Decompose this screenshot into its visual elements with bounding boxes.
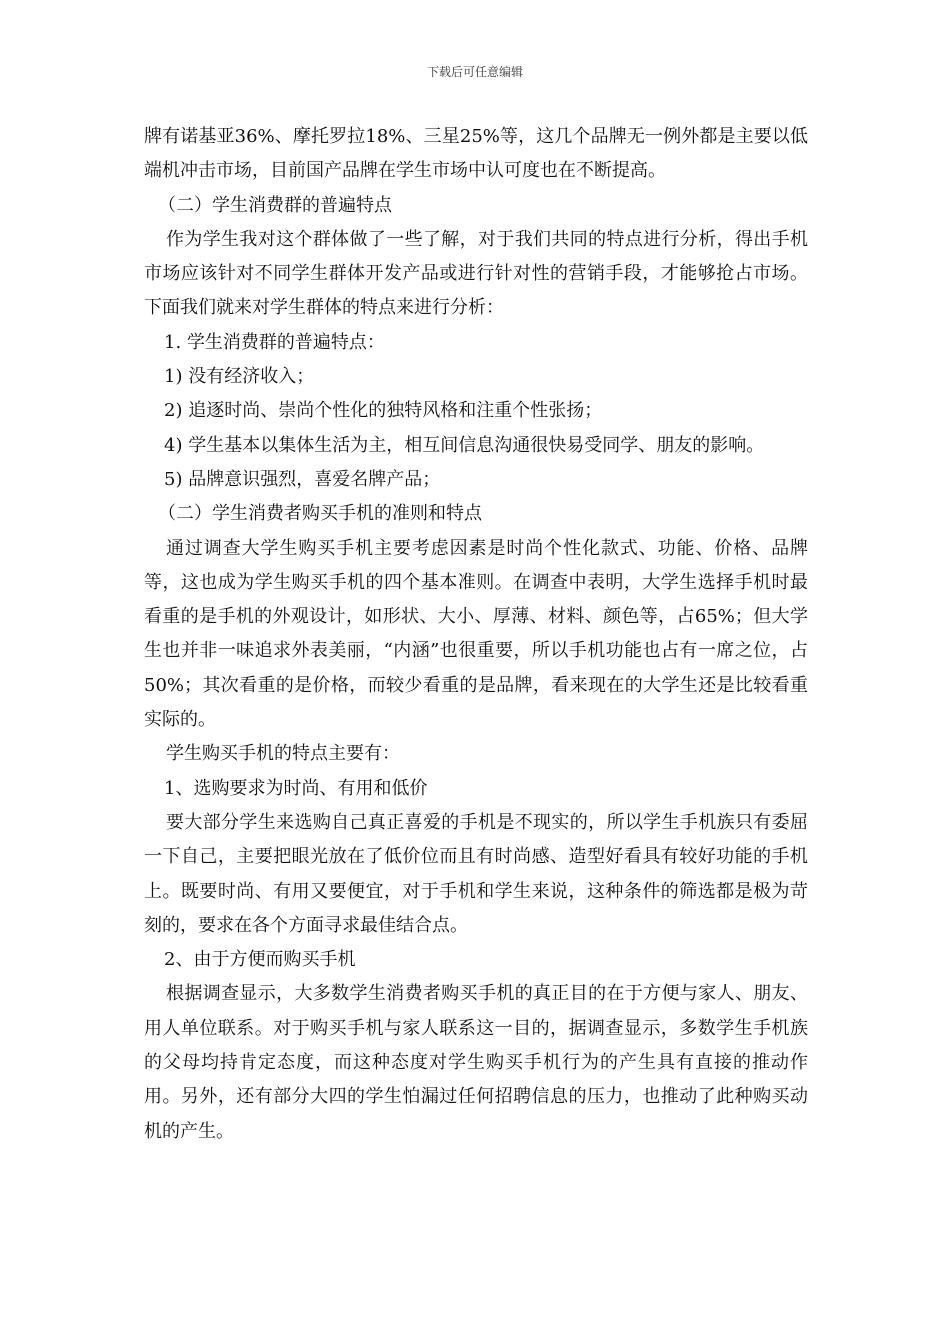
list-item: 5) 品牌意识强烈，喜爱名牌产品； (164, 468, 441, 490)
section-heading-common-traits: （二）学生消费群的普遍特点 (158, 194, 392, 216)
list-item: 4) 学生基本以集体生活为主，相互间信息沟通很快易受同学、朋友的影响。 (164, 434, 765, 456)
paragraph-convenience: 根据调查显示，大多数学生消费者购买手机的真正目的在于方便与家人、朋友、用人单位联系。对于购买手机与家人联系这一目的，据调查显示，多数学生手机族的父母均持肯定态度，而这种态度对学生购买手机行为的产生具有直接的推动作用。另外，还有部分大四的学生怕漏过任何招聘信息的压力，也推动了此种购买动机的产生。 (144, 983, 808, 1142)
paragraph-purchase-features-intro: 学生购买手机的特点主要有： (166, 743, 400, 765)
paragraph-survey-criteria: 通过调查大学生购买手机主要考虑因素是时尚个性化款式、功能、价格、品牌等，这也成为学生购买手机的四个基本准则。在调查中表明，大学生选择手机时最看重的是手机的外观设计，如形状、大小、厚薄、材料、颜色等，占65%；但大学生也并非一味追求外表美丽，“内涵”也很重要，所以手机功能也占有一席之位，占50%；其次看重的是价格，而较少看重的是品牌，看来现在的大学生还是比较看重实际的。 (144, 537, 808, 731)
list-item: 1) 没有经济收入； (164, 366, 315, 388)
document-body (144, 120, 808, 1149)
paragraph-brand-share: 牌有诺基亚36%、摩托罗拉18%、三星25%等，这几个品牌无一例外都是主要以低端机冲击市场，目前国产品牌在学生市场中认可度也在不断提高。 (144, 126, 808, 182)
subheading-fashion-useful-cheap: 1、选购要求为时尚、有用和低价 (164, 777, 428, 799)
subheading-convenience: 2、由于方便而购买手机 (164, 949, 356, 971)
section-heading-purchase-criteria: （二）学生消费者购买手机的准则和特点 (158, 503, 482, 525)
paragraph-group-analysis: 作为学生我对这个群体做了一些了解，对于我们共同的特点进行分析，得出手机市场应该针对不同学生群体开发产品或进行针对性的营销手段，才能够抢占市场。下面我们就来对学生群体的特点来进行分析： (144, 228, 808, 319)
list-item: 2) 追逐时尚、崇尚个性化的独特风格和注重个性张扬； (164, 400, 603, 422)
paragraph-fashion-useful-cheap: 要大部分学生来选购自己真正喜爱的手机是不现实的，所以学生手机族只有委屈一下自己，主要把眼光放在了低价位而且有时尚感、造型好看具有较好功能的手机上。既要时尚、有用又要便宜，对于手机和学生来说，这种条件的筛选都是极为苛刻的，要求在各个方面寻求最佳结合点。 (144, 811, 808, 936)
list-heading-traits: 1. 学生消费群的普遍特点： (164, 331, 385, 353)
page-header: 下载后可任意编辑 (426, 65, 523, 79)
